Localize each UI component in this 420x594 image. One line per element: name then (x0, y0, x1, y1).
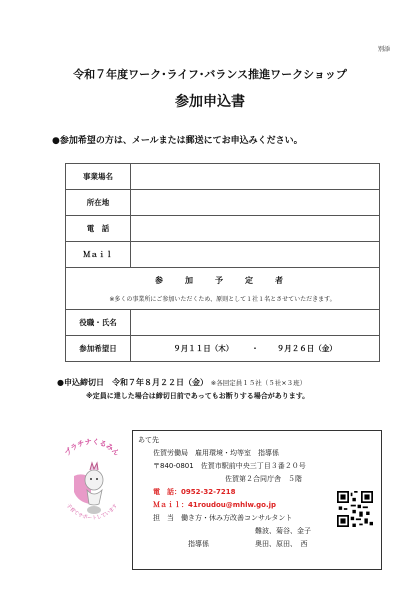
form-row (66, 216, 380, 242)
workshop-title: 令和７年度ワーク･ライフ･バランス推進ワークショップ (73, 68, 347, 81)
attendee-header: 参 加 予 定 者 (155, 275, 290, 285)
contact-office: 佐賀労働局 雇用環境・均等室 指導係 (153, 449, 279, 457)
form-row (66, 310, 380, 336)
form-row (66, 336, 380, 362)
form-row (66, 190, 380, 216)
form-label: Ｍａｉｌ (66, 242, 131, 268)
contact-address: 〒840-0801 佐賀市駅前中央三丁目３番２０号 (153, 462, 306, 470)
application-form (65, 163, 380, 362)
form-label: 所在地 (66, 190, 131, 216)
instruction-text: ●参加希望の方は、メールまたは郵送にてお申込みください。 (52, 136, 303, 146)
contact-person-label-2: 指導係 (188, 540, 209, 548)
date-choice-cell (131, 336, 380, 362)
form-label: 参加希望日 (66, 336, 131, 362)
attendee-header-cell (66, 268, 380, 310)
capacity-note: ※各回定員１５社（５社×３班） (210, 379, 307, 387)
qr-code-icon[interactable] (337, 491, 373, 527)
contact-persons-2: 奥田、原田、 西 (255, 540, 308, 548)
date-option-2[interactable]: ９月２６日（金） (276, 344, 337, 353)
date-separator: ・ (251, 344, 259, 353)
attachment-note: 別添 (377, 46, 390, 53)
form-label: 電 話 (66, 216, 131, 242)
business-name-field[interactable] (131, 164, 380, 190)
attendee-header-row (66, 268, 380, 310)
position-name-field[interactable] (131, 310, 380, 336)
attendee-note: ※多くの事業所にご参加いただくため、原則として１社１名とさせていただきます。 (109, 295, 336, 303)
contact-persons-1: 難波、菊谷、金子 (255, 527, 311, 535)
deadline-note: ※定員に達した場合は締切日前であってもお断りする場合があります。 (86, 392, 310, 400)
mail-field[interactable] (131, 242, 380, 268)
contact-building: 佐賀第２合同庁舎 ５階 (225, 475, 302, 483)
form-row (66, 242, 380, 268)
logo-text-bottom: 子育てサポートしています (64, 502, 120, 522)
contact-heading: あて先 (138, 436, 159, 444)
form-label: 事業場名 (66, 164, 131, 190)
form-row (66, 164, 380, 190)
contact-mail[interactable]: Ｍａｉｌ：41roudou@mhlw.go.jp (153, 501, 277, 509)
deadline-main: ●申込締切日 令和７年８月２２日（金） (57, 378, 208, 387)
contact-phone[interactable]: 電 話：0952-32-7218 (153, 488, 236, 496)
contact-box (132, 430, 382, 570)
logo-text-top: プラチナくるみん (63, 437, 121, 458)
date-option-1[interactable]: ９月１１日（木） (173, 344, 234, 353)
phone-field[interactable] (131, 216, 380, 242)
form-label: 役職・氏名 (66, 310, 131, 336)
platinum-kurumin-logo (52, 432, 132, 542)
contact-person-label: 担 当 働き方・休み方改善コンサルタント (153, 514, 293, 522)
address-field[interactable] (131, 190, 380, 216)
svg-text:プラチナくるみん (63, 438, 122, 458)
form-title: 参加申込書 (175, 94, 245, 110)
deadline-text (57, 377, 306, 388)
